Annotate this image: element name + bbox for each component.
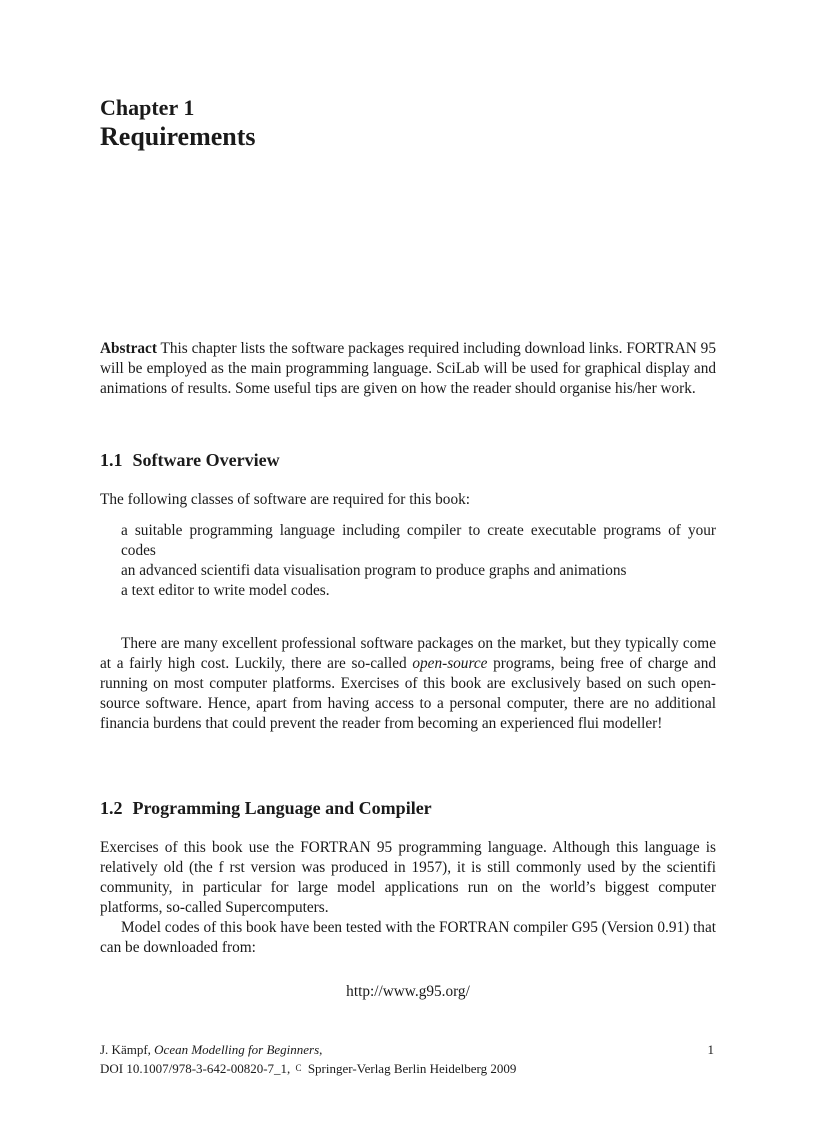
list-item: a suitable programming language including compiler to create executable programs of your codes	[121, 522, 716, 559]
punctuation: ,	[319, 1042, 323, 1057]
paragraph-text: There are many excellent professional software packages on the market, but they typically come at a fairly high cost. Luckily, there are so-called	[100, 635, 716, 672]
fortran-paragraph: Exercises of this book use the FORTRAN 95 programming language. Although this language is relatively old (the f rst version was produced in 1957), it is still commonly used by the scientifi community, in particular for large model applications run on the world’s biggest computer platforms, so-called Supercomputers.	[100, 839, 716, 916]
list-item: a text editor to write model codes.	[121, 582, 330, 599]
copyright-symbol: C	[295, 1063, 302, 1073]
section-heading-1-2	[100, 796, 432, 820]
book-title: Ocean Modelling for Beginners	[154, 1042, 320, 1057]
chapter-label: Chapter 1	[100, 95, 195, 120]
citation-line-2	[100, 1059, 716, 1078]
section-title: Programming Language and Compiler	[132, 798, 432, 818]
chapter-title: Requirements	[100, 122, 256, 151]
page-number: 1	[707, 1042, 714, 1057]
citation-line-1	[100, 1041, 716, 1059]
section-intro-paragraph: The following classes of software are required for this book:	[100, 491, 470, 508]
section-heading-1-1	[100, 448, 280, 472]
paragraph-text: programs, being free of charge and running on most computer platforms. Exercises of this book are exclusively based on such open-source software. Hence, apart from having access to a personal computer, there are no additional financia burdens that could prevent the reader from becoming an experienced flui modeller!	[100, 655, 717, 732]
section-title: Software Overview	[132, 450, 280, 470]
g95-paragraph: Model codes of this book have been tested with the FORTRAN compiler G95 (Version 0.91) that can be downloaded from:	[100, 919, 716, 956]
publisher: Springer-Verlag Berlin Heidelberg 2009	[307, 1061, 517, 1076]
list-item: an advanced scientifi data visualisation program to produce graphs and animations	[121, 562, 627, 579]
abstract-lead: Abstract	[100, 340, 157, 357]
author: J. Kämpf,	[100, 1042, 151, 1057]
section-number: 1.1	[100, 450, 123, 470]
abstract-text: This chapter lists the software packages required including download links. FORTRAN 95 will be employed as the main programming language. SciLab will be used for graphical display and animations of results. Some useful tips are given on how the reader should organise his/her work.	[100, 340, 716, 397]
download-url: http://www.g95.org/	[346, 983, 470, 1000]
doi: DOI 10.1007/978-3-642-00820-7_1,	[100, 1061, 291, 1076]
section-number: 1.2	[100, 798, 123, 818]
emphasis-open-source: open-source	[412, 655, 488, 672]
open-source-paragraph	[100, 634, 716, 734]
abstract	[100, 339, 716, 399]
page-footer	[100, 1041, 716, 1078]
software-requirements-list	[121, 521, 716, 601]
